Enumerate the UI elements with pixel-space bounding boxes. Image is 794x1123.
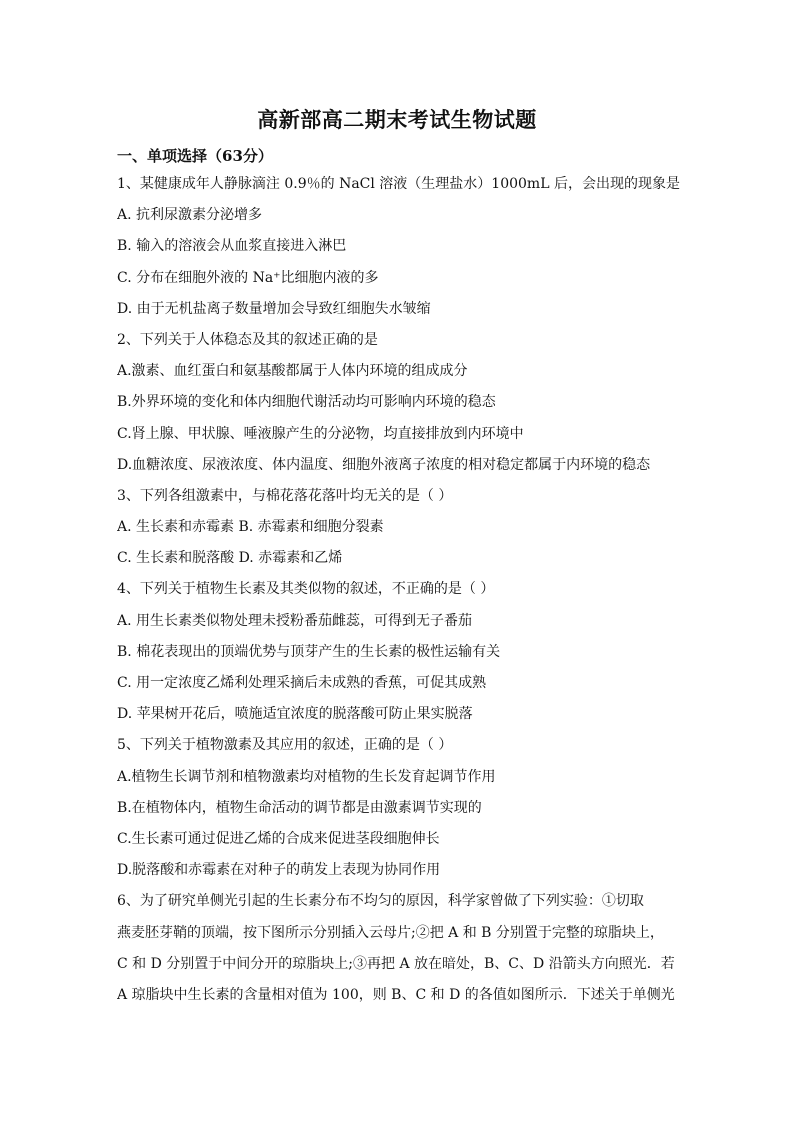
text-line: A. 生长素和赤霉素 B. 赤霉素和细胞分裂素 <box>117 519 384 536</box>
text-line: D.脱落酸和赤霉素在对种子的萌发上表现为协同作用 <box>117 862 441 879</box>
text-line: C.生长素可通过促进乙烯的合成来促进茎段细胞伸长 <box>117 830 440 847</box>
page-title: 高新部高二期末考试生物试题 <box>257 107 537 132</box>
text-line: D.血糖浓度、尿液浓度、体内温度、细胞外液离子浓度的相对稳定都属于内环境的稳态 <box>117 456 651 473</box>
text-line: 2、下列关于人体稳态及其的叙述正确的是 <box>117 331 378 348</box>
text-line: D. 苹果树开花后，喷施适宜浓度的脱落酸可防止果实脱落 <box>117 706 473 723</box>
text-line: A 琼脂块中生长素的含量相对值为 100，则 B、C 和 D 的各值如图所示．下述关于单侧光 <box>117 986 675 1003</box>
text-line: D. 由于无机盐离子数量增加会导致红细胞失水皱缩 <box>117 300 431 317</box>
text-line: 5、下列关于植物激素及其应用的叙述，正确的是（ ） <box>117 737 453 754</box>
text-line: B. 输入的溶液会从血浆直接进入淋巴 <box>117 238 347 255</box>
question-text <box>117 169 682 1011</box>
text-line: C. 分布在细胞外液的 Na⁺比细胞内液的多 <box>117 269 379 286</box>
text-line: B. 棉花表现出的顶端优势与顶芽产生的生长素的极性运输有关 <box>117 643 501 660</box>
text-line: C 和 D 分别置于中间分开的琼脂块上;③再把 A 放在暗处，B、C、D 沿箭头方向照光．若 <box>117 955 675 972</box>
section-heading: 一、单项选择（63分） <box>117 147 273 165</box>
text-line: 1、某健康成年人静脉滴注 0.9％的 NaCl 溶液（生理盐水）1000mL 后，会出现的现象是 <box>117 176 680 192</box>
text-line: 4、下列关于植物生长素及其类似物的叙述，不正确的是（ ） <box>117 581 495 598</box>
text-line: B.在植物体内，植物生命活动的调节都是由激素调节实现的 <box>117 799 482 816</box>
text-line: C. 用一定浓度乙烯利处理采摘后未成熟的香蕉，可促其成熟 <box>117 675 487 691</box>
text-line: 燕麦胚芽鞘的顶端，按下图所示分别插入云母片;②把 A 和 B 分别置于完整的琼脂块上， <box>117 924 664 941</box>
text-line: B.外界环境的变化和体内细胞代谢活动均可影响内环境的稳态 <box>117 394 496 411</box>
text-line: C. 生长素和脱落酸 D. 赤霉素和乙烯 <box>117 550 343 567</box>
text-line: 6、为了研究单侧光引起的生长素分布不均匀的原因，科学家曾做了下列实验：①切取 <box>117 893 644 910</box>
text-line: 3、下列各组激素中，与棉花落花落叶均无关的是（ ） <box>117 487 453 504</box>
text-line: C.肾上腺、甲状腺、唾液腺产生的分泌物，均直接排放到内环境中 <box>117 425 524 442</box>
text-line: A. 用生长素类似物处理未授粉番茄雌蕊，可得到无子番茄 <box>117 612 473 629</box>
text-line: A. 抗利尿激素分泌增多 <box>117 207 263 224</box>
text-line: A.激素、血红蛋白和氨基酸都属于人体内环境的组成成分 <box>117 363 468 380</box>
text-line: A.植物生长调节剂和植物激素均对植物的生长发育起调节作用 <box>117 768 496 785</box>
